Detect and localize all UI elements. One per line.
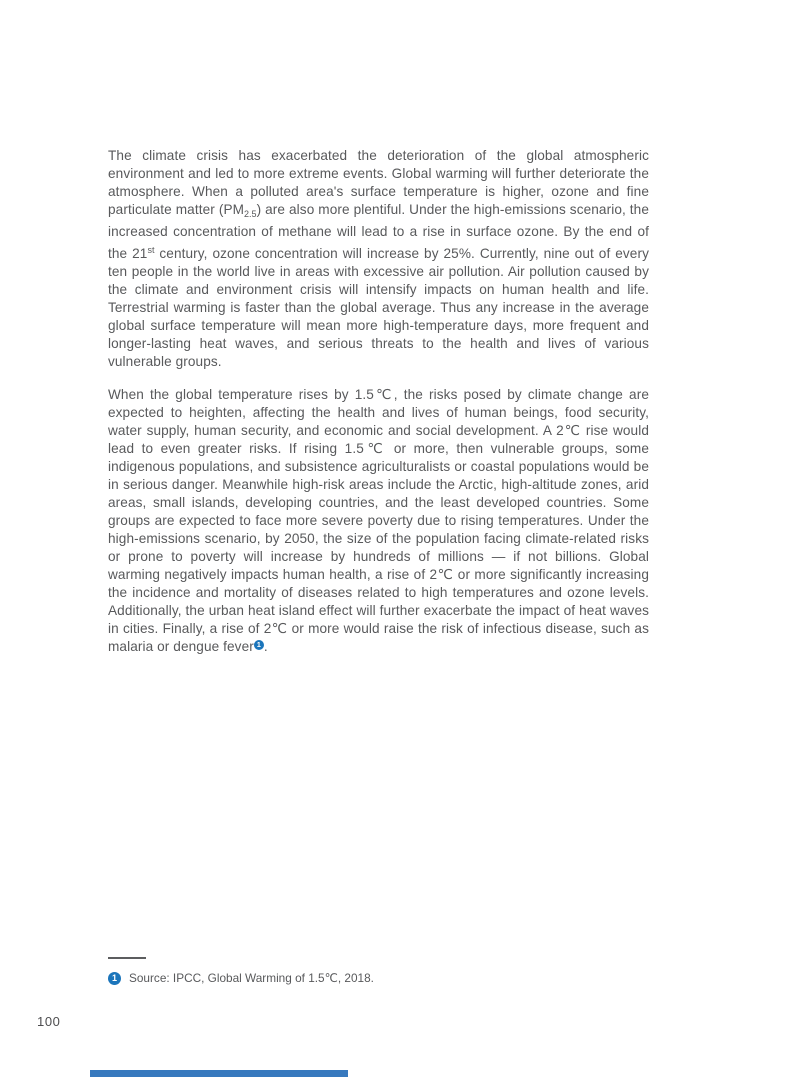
paragraph-temperature-risks: [108, 386, 649, 656]
paragraph-climate-crisis: [108, 147, 649, 371]
text-segment: .: [263, 639, 268, 654]
footnote: [108, 971, 374, 985]
text-segment: ) are also more plentiful. Under the high-emissions scenario, the increased concentration of methane will lead to a rise in surface ozone. By the end of the 21: [108, 202, 649, 261]
footer-accent-bar: [90, 1070, 348, 1077]
footnote-text: Source: IPCC, Global Warming of 1.5℃, 2018.: [129, 971, 374, 985]
text-segment: When the global temperature rises by 1.5℃, the risks posed by climate change are expected to heighten, affecting the health and lives of human beings, food security, water supply, human security, and economic and social development. A 2℃ rise would lead to even greater risks. If rising 1.5℃ or more, then vulnerable groups, some indigenous populations, and subsistence agriculturalists or coastal populations would be in serious danger. Meanwhile high-risk areas include the Arctic, high-altitude zones, arid areas, small islands, developing countries, and the least developed countries. Some groups are expected to face more severe poverty due to rising temperatures. Under the high-emissions scenario, by 2050, the size of the population facing climate-related risks or prone to poverty will increase by hundreds of millions — if not billions. Global warming negatively impacts human health, a rise of 2℃ or more significantly increasing the incidence and mortality of diseases related to high temperatures and ozone levels. Additionally, the urban heat island effect will further exacerbate the impact of heat waves in cities. Finally, a rise of 2℃ or more would raise the risk of infectious disease, such as malaria or dengue fever: [108, 387, 649, 654]
footnote-divider: [108, 957, 146, 959]
text-segment: The climate crisis has exacerbated the deterioration of the global atmospheric environment and led to more extreme events. Global warming will further deteriorate the atmosphere. When a polluted area's surface temperature is higher, ozone and fine particulate matter (PM: [108, 148, 649, 217]
footnote-1-icon: 1: [108, 972, 121, 985]
footnote-ref-icon: 1: [254, 640, 264, 650]
text-segment: st: [147, 245, 155, 255]
page-number: 100: [37, 1014, 61, 1029]
text-segment: century, ozone concentration will increase by 25%. Currently, nine out of every ten people in the world live in areas with excessive air pollution. Air pollution caused by the climate and environment crisis will intensify impacts on human health and life. Terrestrial warming is faster than the global average. Thus any increase in the average global surface temperature will mean more high-temperature days, more frequent and longer-lasting heat waves, and serious threats to the health and lives of various vulnerable groups.: [108, 246, 649, 369]
body-text-block: [108, 147, 649, 656]
text-segment: 2.5: [244, 209, 257, 219]
